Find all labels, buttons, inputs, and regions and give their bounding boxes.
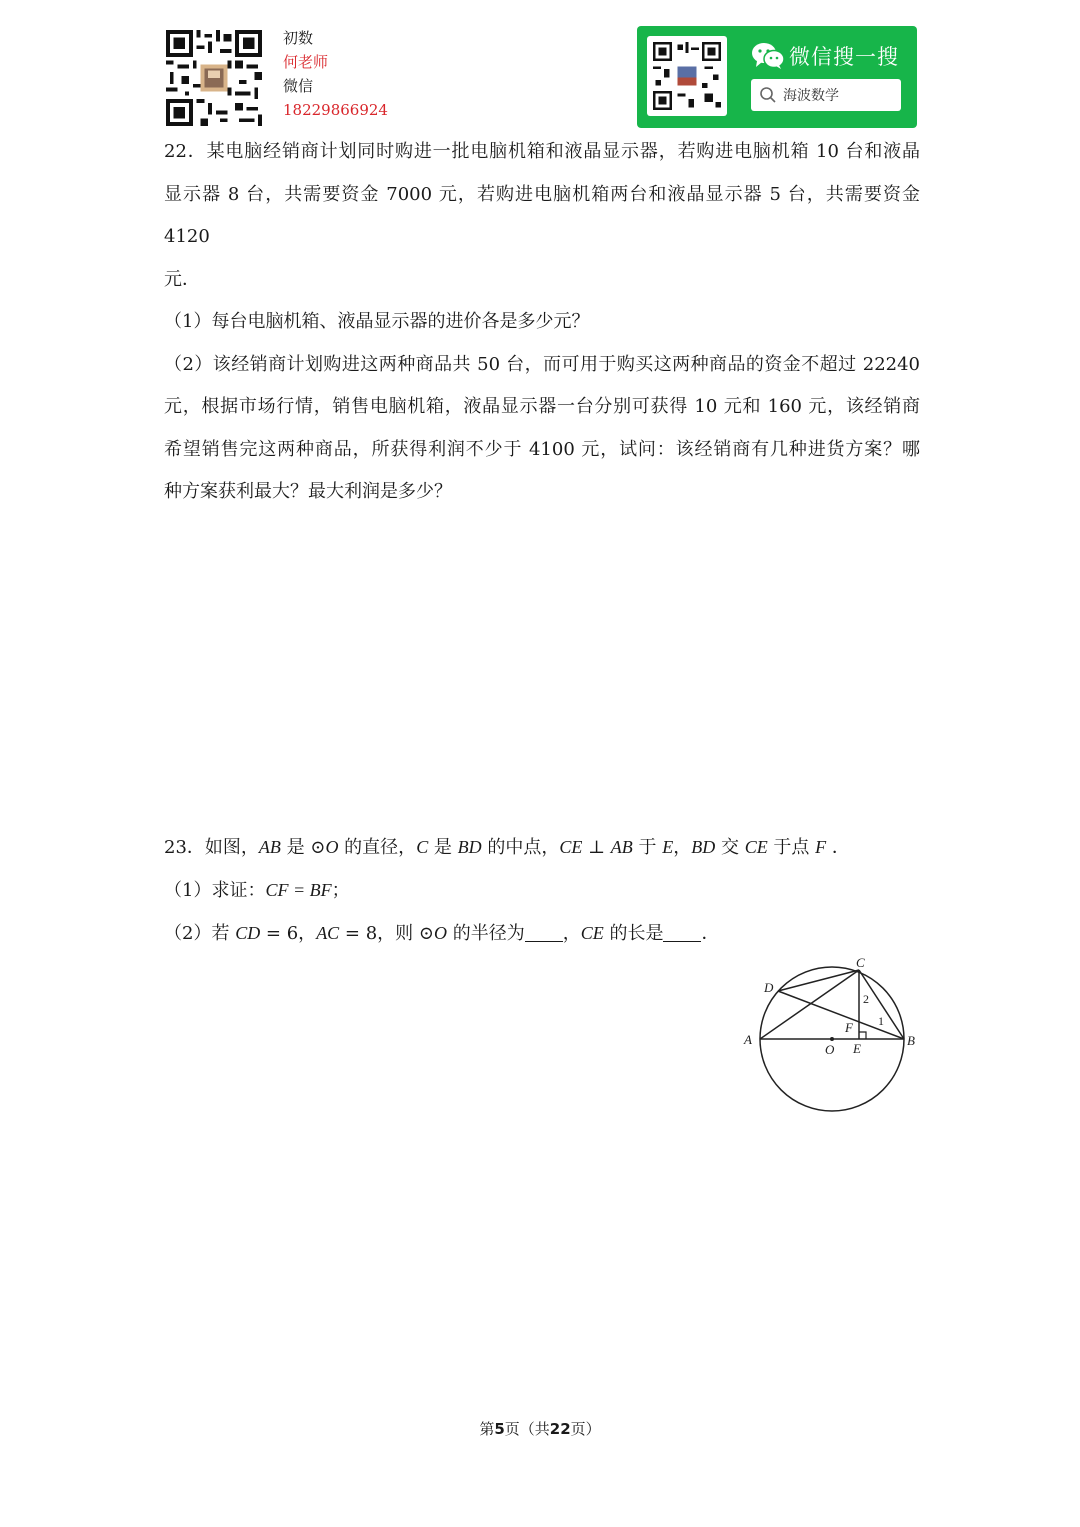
text: 于点 bbox=[767, 837, 816, 858]
question-23-part-2 bbox=[164, 912, 920, 955]
math-var: AB bbox=[610, 837, 633, 857]
math-var: O bbox=[434, 923, 447, 943]
total-pages: 22 bbox=[549, 1420, 571, 1438]
page-number: 5 bbox=[494, 1420, 505, 1438]
circle-symbol: ⊙ bbox=[310, 837, 326, 858]
label-f: F bbox=[845, 1020, 853, 1035]
text: 是 bbox=[428, 837, 458, 858]
teacher-name: 何老师 bbox=[283, 53, 329, 71]
question-22-line: 元． bbox=[164, 268, 200, 290]
question-22-part-2-line: 希望销售完这两种商品，所获得利润不少于 4100 元，试问：该经销商有几种进货方案？哪 bbox=[164, 438, 920, 460]
center-point-o bbox=[830, 1037, 834, 1041]
math-var: E bbox=[662, 837, 674, 857]
text: 的半径为 bbox=[447, 923, 525, 944]
wechat-search-banner bbox=[637, 26, 917, 128]
math-var: CD bbox=[235, 923, 261, 943]
perp-symbol: ⊥ bbox=[582, 837, 611, 858]
question-23-part-1 bbox=[164, 869, 920, 912]
answer-blank-radius[interactable] bbox=[525, 923, 563, 942]
text: 的长是 bbox=[603, 923, 664, 944]
text: ． bbox=[701, 923, 720, 944]
circle-symbol: ⊙ bbox=[418, 923, 434, 944]
wechat-qr-code-image bbox=[653, 42, 721, 110]
text: = 6， bbox=[260, 923, 317, 944]
math-var: BD bbox=[691, 837, 716, 857]
math-var: O bbox=[325, 837, 339, 857]
math-var: C bbox=[416, 837, 429, 857]
text: 交 bbox=[715, 837, 745, 858]
question-22-part-2-line: （2）该经销商计划购进这两种商品共 50 台，而可用于购买这两种商品的资金不超过 22240 bbox=[164, 353, 920, 375]
label-e: E bbox=[853, 1041, 861, 1056]
label-a: A bbox=[744, 1032, 752, 1047]
search-icon bbox=[759, 86, 777, 104]
question-22-line: 显示器 8 台，共需要资金 7000 元，若购进电脑机箱两台和液晶显示器 5 台，共需要资金 4120 bbox=[164, 183, 920, 247]
math-var: F bbox=[815, 837, 827, 857]
contact-line: 微信 bbox=[283, 77, 314, 95]
math-equation: CF = BF bbox=[265, 880, 332, 900]
page-footer bbox=[0, 1418, 1080, 1439]
text: （1）求证： bbox=[164, 880, 266, 901]
question-22-line: 22．某电脑经销商计划同时购进一批电脑机箱和液晶显示器，若购进电脑机箱 10 台和液晶 bbox=[164, 141, 920, 162]
text: 于 bbox=[632, 837, 663, 858]
wechat-qr-frame bbox=[647, 36, 727, 116]
label-d: D bbox=[764, 980, 774, 995]
text: 的直径， bbox=[338, 837, 417, 858]
question-23 bbox=[164, 826, 920, 955]
question-number: 23．如图， bbox=[164, 837, 259, 858]
text: ； bbox=[331, 880, 350, 901]
angle-label-2: 2 bbox=[863, 992, 869, 1006]
text: = 8，则 bbox=[339, 923, 419, 944]
footer-text: 页（共 bbox=[504, 1420, 550, 1438]
geometry-figure bbox=[738, 952, 922, 1118]
wechat-logo-icon bbox=[751, 42, 785, 70]
label-c: C bbox=[856, 955, 865, 970]
text: （2）若 bbox=[164, 923, 236, 944]
angle-label-1: 1 bbox=[878, 1014, 884, 1028]
question-22-part-1: （1）每台电脑机箱、液晶显示器的进价各是多少元？ bbox=[164, 311, 590, 332]
math-var: CE bbox=[580, 923, 604, 943]
text: ． bbox=[826, 837, 850, 858]
math-var: AC bbox=[316, 923, 340, 943]
segment-db bbox=[778, 991, 904, 1039]
qr-code-image bbox=[166, 30, 262, 126]
wechat-search-title: 微信搜一搜 bbox=[789, 45, 899, 69]
math-var: CE bbox=[559, 837, 583, 857]
wechat-search-query: 海波数学 bbox=[783, 88, 839, 104]
math-var: CE bbox=[744, 837, 768, 857]
math-var: BD bbox=[457, 837, 482, 857]
label-o: O bbox=[825, 1042, 835, 1057]
footer-text: 页） bbox=[570, 1420, 601, 1438]
text: 的中点， bbox=[481, 837, 560, 858]
label-b: B bbox=[907, 1033, 915, 1048]
question-23-stem bbox=[164, 826, 920, 869]
phone-number: 18229866924 bbox=[283, 101, 388, 119]
text: 是 bbox=[280, 837, 311, 858]
wechat-search-box[interactable] bbox=[751, 79, 901, 111]
contact-info bbox=[283, 26, 388, 122]
text: ， bbox=[673, 837, 692, 858]
answer-blank-ce-length[interactable] bbox=[663, 923, 701, 942]
question-22 bbox=[164, 131, 920, 514]
question-22-part-2-line: 元，根据市场行情，销售电脑机箱，液晶显示器一台分别可获得 10 元和 160 元，该经销商 bbox=[164, 396, 920, 417]
right-angle-mark bbox=[859, 1032, 866, 1039]
question-22-part-2-line: 种方案获利最大？最大利润是多少？ bbox=[164, 481, 452, 502]
math-var: AB bbox=[258, 837, 281, 857]
text: ， bbox=[562, 923, 581, 944]
contact-line: 初数 bbox=[283, 29, 314, 47]
footer-text: 第 bbox=[479, 1420, 495, 1438]
